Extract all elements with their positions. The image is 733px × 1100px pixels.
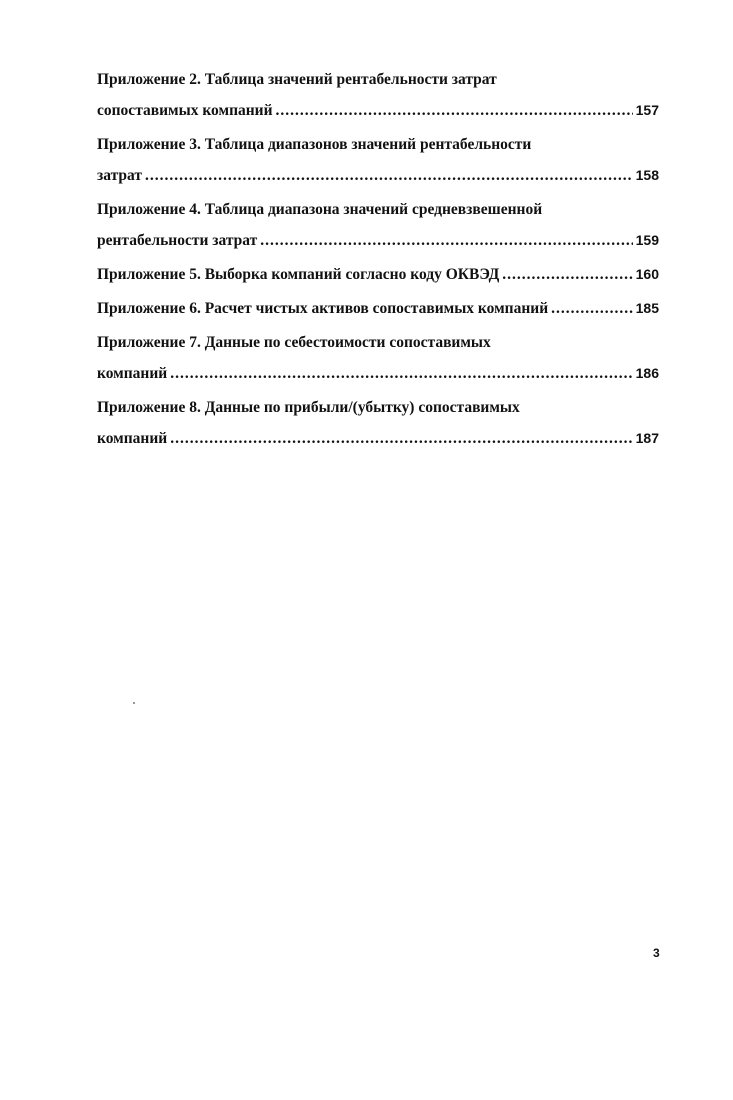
toc-page-number: 186 xyxy=(635,365,659,381)
dot-leader xyxy=(170,423,632,454)
toc-entry-title: Приложение 7. Данные по себестоимости сопоставимых xyxy=(97,334,491,351)
toc-entry-title-end: рентабельности затрат xyxy=(97,232,258,249)
toc-page-number: 185 xyxy=(635,300,659,316)
toc-page-number: 158 xyxy=(635,167,659,183)
toc-page-number: 187 xyxy=(635,430,659,446)
toc-page-number: 157 xyxy=(635,102,659,118)
footer-page-number: 3 xyxy=(653,946,660,960)
toc-entry-title-end: затрат xyxy=(97,167,142,184)
table-of-contents xyxy=(97,64,659,454)
toc-entry-last-line xyxy=(97,160,659,191)
toc-entry-appendix-2[interactable] xyxy=(97,64,659,126)
dot-leader xyxy=(502,259,632,290)
toc-entry-appendix-3[interactable] xyxy=(97,129,659,191)
toc-entry-appendix-6[interactable] xyxy=(97,293,659,324)
toc-entry-title: Приложение 3. Таблица диапазонов значений рентабельности xyxy=(97,136,532,153)
dot-leader xyxy=(145,160,633,191)
dot-leader xyxy=(276,95,633,126)
toc-entry-last-line xyxy=(97,423,659,454)
toc-entry-title-end: сопоставимых компаний xyxy=(97,102,273,119)
toc-entry-title-end: Приложение 6. Расчет чистых активов сопоставимых компаний xyxy=(97,300,549,317)
toc-entry-title: Приложение 8. Данные по прибыли/(убытку) сопоставимых xyxy=(97,399,520,416)
dot-leader xyxy=(551,293,633,324)
toc-entry-title-end: компаний xyxy=(97,430,168,447)
toc-entry-last-line xyxy=(97,259,659,290)
toc-entry-appendix-5[interactable] xyxy=(97,259,659,290)
toc-entry-appendix-8[interactable] xyxy=(97,392,659,454)
toc-page-number: 159 xyxy=(635,232,659,248)
toc-entry-last-line xyxy=(97,225,659,256)
toc-page-number: 160 xyxy=(635,266,659,282)
dot-leader xyxy=(260,225,632,256)
toc-entry-last-line xyxy=(97,358,659,389)
toc-entry-title: Приложение 4. Таблица диапазона значений средневзвешенной xyxy=(97,201,543,218)
dot-leader xyxy=(170,358,632,389)
toc-entry-title-end: компаний xyxy=(97,365,168,382)
toc-entry-title: Приложение 2. Таблица значений рентабельности затрат xyxy=(97,71,497,88)
toc-entry-last-line xyxy=(97,293,659,324)
toc-entry-appendix-4[interactable] xyxy=(97,194,659,256)
toc-entry-last-line xyxy=(97,95,659,126)
toc-entry-appendix-7[interactable] xyxy=(97,327,659,389)
scan-speck xyxy=(133,702,135,704)
toc-entry-title-end: Приложение 5. Выборка компаний согласно коду ОКВЭД xyxy=(97,266,500,283)
